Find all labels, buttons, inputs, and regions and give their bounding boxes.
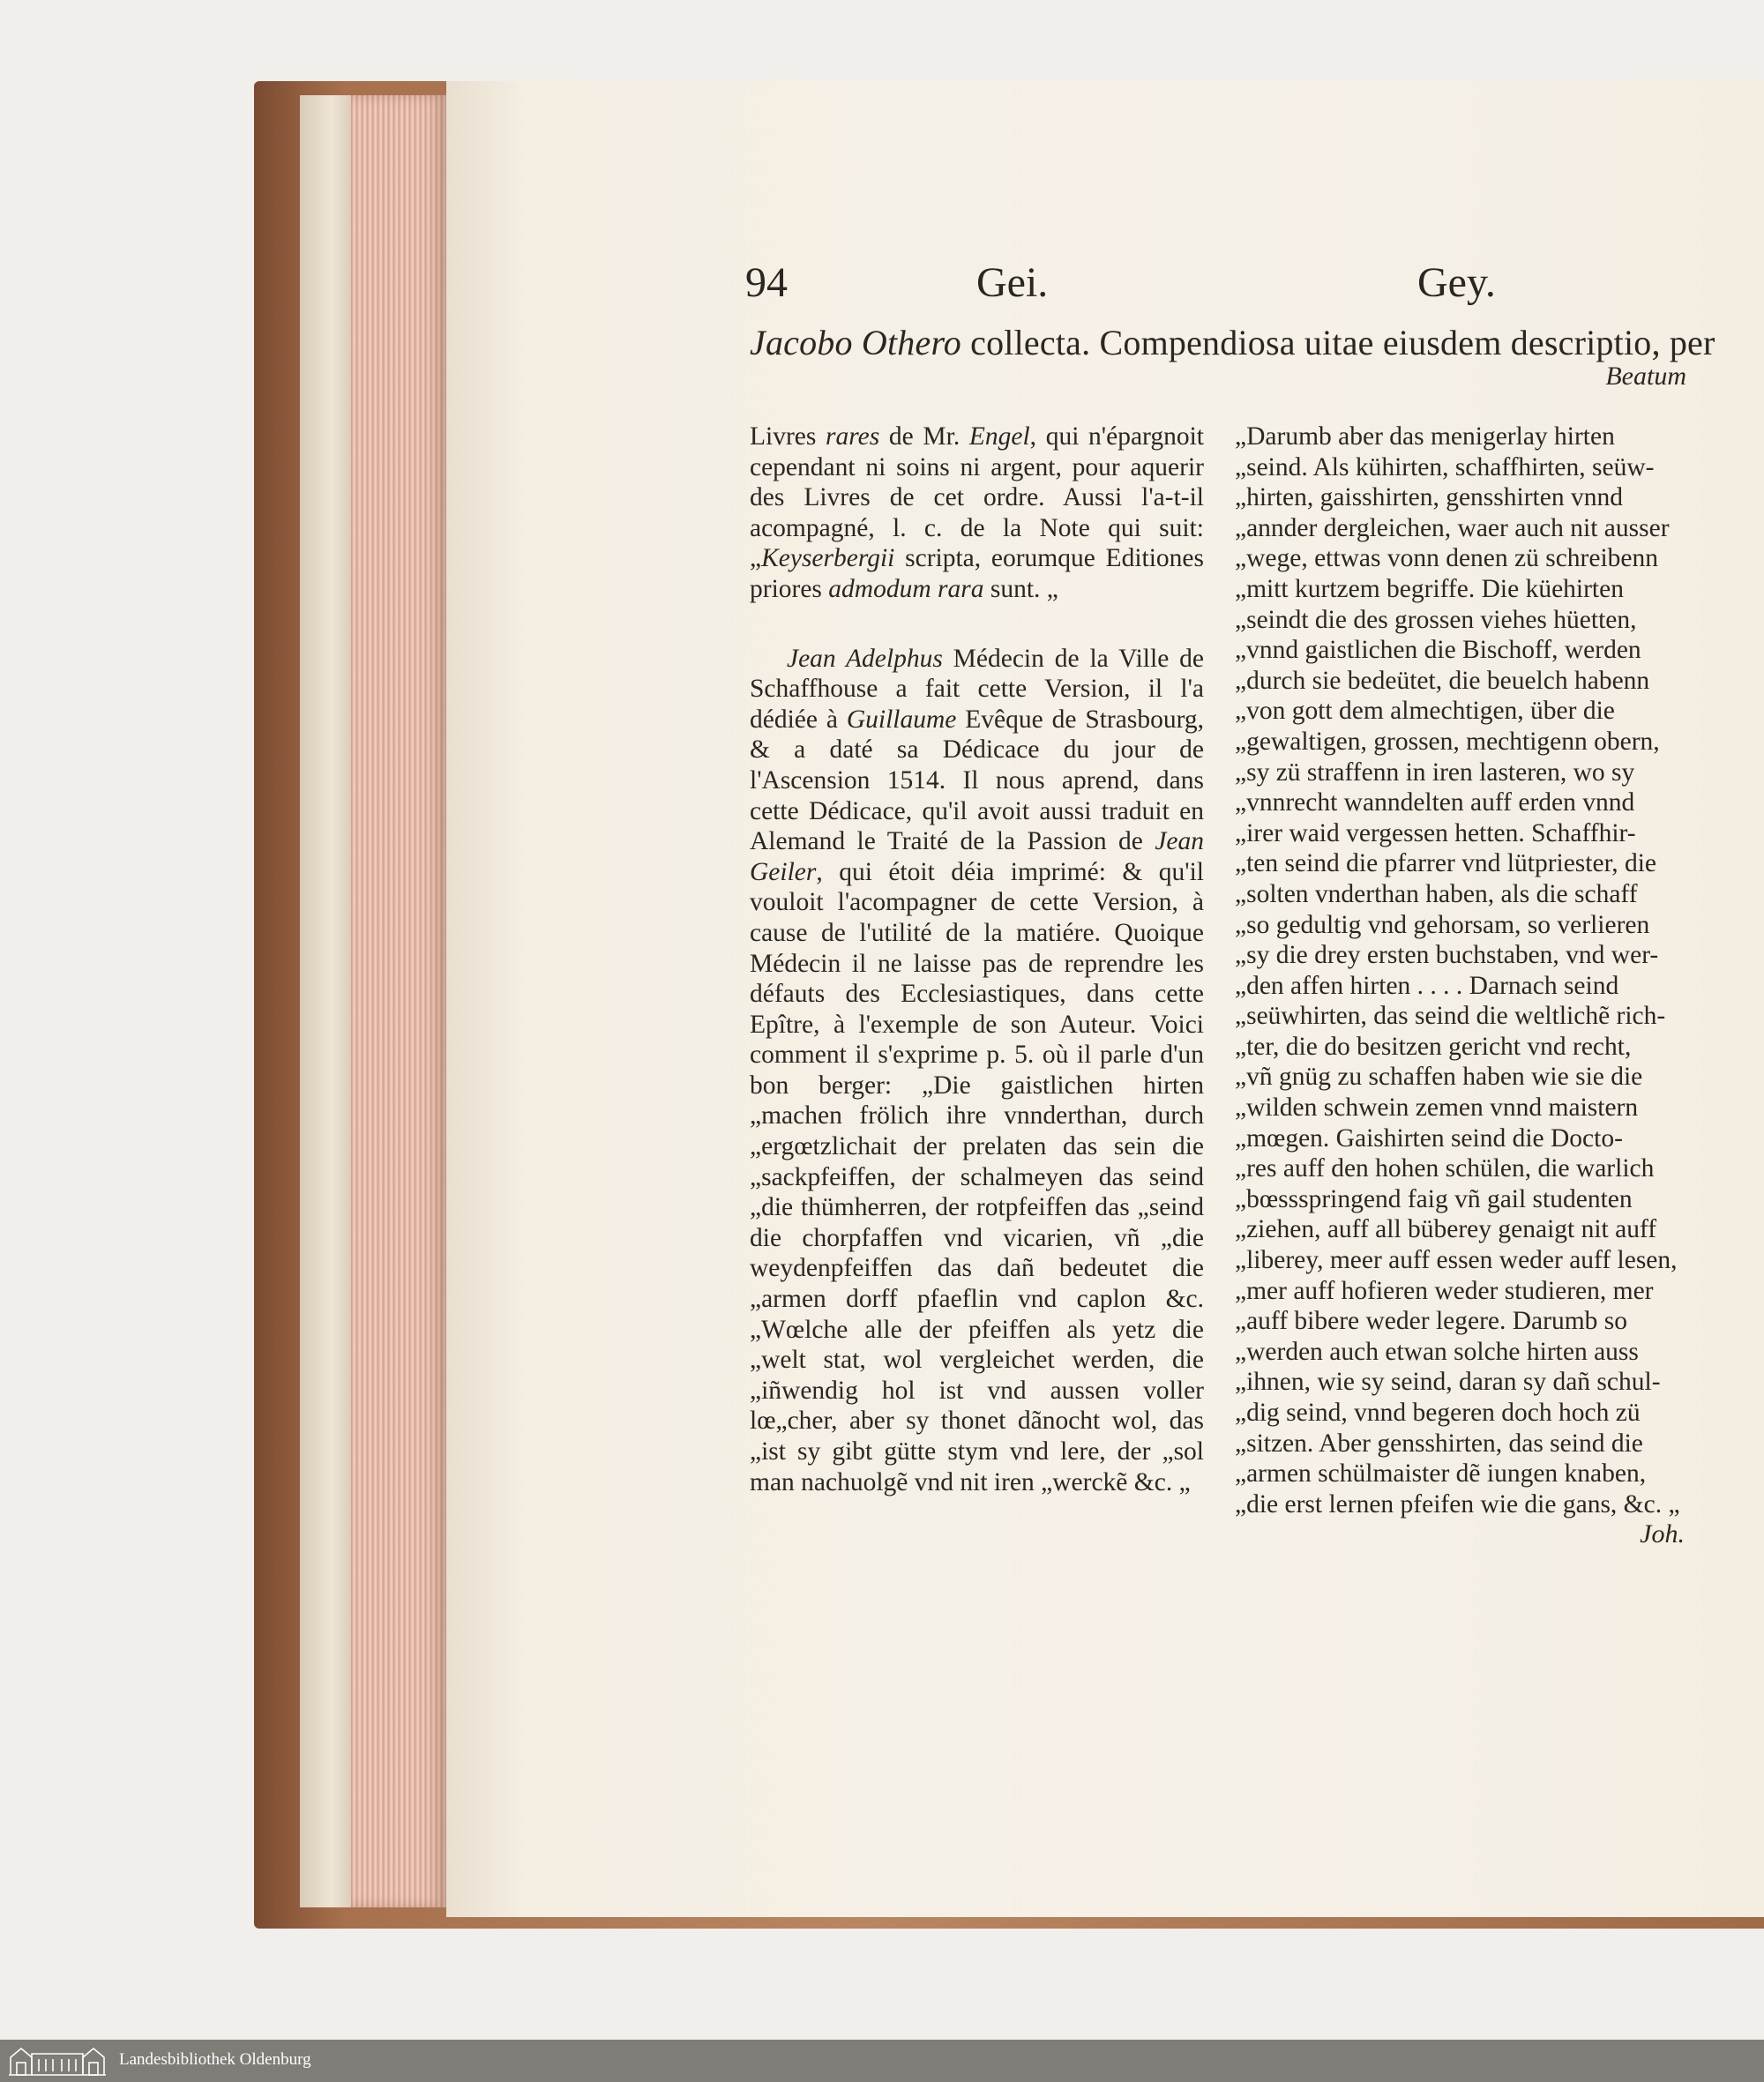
- italic-run: rares: [826, 422, 880, 451]
- column-line: „liberey, meer auff essen weder auff lesen,: [1235, 1246, 1678, 1275]
- column-line: „sitzen. Aber gensshirten, das seind die: [1235, 1429, 1643, 1458]
- column-line: „durch sie bedeütet, die beuelch habenn: [1235, 666, 1650, 695]
- text-run: Livres: [750, 422, 826, 451]
- column-line: „vnnd gaistlichen die Bischoff, werden: [1235, 636, 1641, 665]
- left-column: [750, 422, 1204, 1497]
- column-line: „armen schülmaister dẽ iungen knaben,: [1235, 1459, 1647, 1489]
- column-line: „sy zü straffenn in iren lasteren, wo sy: [1235, 757, 1635, 787]
- column-line: „seüwhirten, das seind die weltlichẽ rich-: [1235, 1002, 1666, 1031]
- title-text: collecta. Compendiosa uitae eiusdem descriptio, per: [960, 323, 1715, 362]
- column-line: „von gott dem almechtigen, über die: [1235, 697, 1615, 726]
- footer-bar: [0, 2040, 1764, 2082]
- column-line: „mer auff hofieren weder studieren, mer: [1235, 1276, 1654, 1305]
- paragraph-2: [750, 644, 1204, 1498]
- paragraph-1: [750, 422, 1204, 605]
- column-line: „sy die drey ersten buchstaben, vnd wer-: [1235, 941, 1659, 970]
- column-line: „vñ gnüg zu schaffen haben wie sie die: [1235, 1063, 1643, 1092]
- text-run: Evêque de Strasbourg, & a daté sa Dédicace du jour de l'Ascension 1514. Il nous aprend, dans cette Dédicace, qu'il avoit aussi traduit en Alemand le Traité de la Passion de: [750, 705, 1205, 856]
- column-line: „seindt die des grossen viehes hüetten,: [1235, 605, 1637, 634]
- right-column: [1235, 422, 1686, 1519]
- running-head-left: Gei.: [976, 259, 1049, 306]
- column-line: „werden auch etwan solche hirten auss: [1235, 1337, 1639, 1366]
- text-run: , qui n'épargnoit cependant ni soins ni argent, pour aquerir des Livres de cet ordre. Aussi l'a-t-il acompagné, l. c. de la Note qui suit: „: [750, 422, 1204, 573]
- column-line: „bœssspringend faig vñ gail studenten: [1235, 1184, 1633, 1213]
- title-line: [750, 322, 1715, 363]
- column-line: „mœgen. Gaishirten seind die Docto-: [1235, 1123, 1623, 1153]
- column-line: „irer waid vergessen hetten. Schaffhir-: [1235, 818, 1636, 847]
- library-building-icon: [9, 2045, 106, 2077]
- italic-run: Engel: [968, 422, 1030, 451]
- column-line: „dig seind, vnnd begeren doch hoch zü: [1235, 1399, 1641, 1427]
- text-run: sunt. „: [983, 574, 1058, 603]
- text-run: , qui étoit déia imprimé: & qu'il vouloit l'acompagner de cette Version, à cause de l'utilité de la matiére. Quoique Médecin il ne laisse pas de reprendre les défauts des Ecclesiastiques, dans cette Epître, à l'exemple de son Auteur. Voici comment il s'exprime p. 5. où il parle d'un bon berger: „Die gaistlichen hirten „machen frölich ihre vnnderthan, durch „ergœtzlichait der prelaten das sein die „sackpfeiffen, der schalmeyen das seind „die thümherren, der rotpfeiffen das „seind die chorpfaffen vnd vicarien, vñ „die weydenpfeiffen das dañ bedeutet die „armen dorff pfaeflin vnd caplon &c. „Wœlche alle der pfeiffen als yetz die „welt stat, wol vergleichet werden, die „iñwendig hol ist vnd aussen voller lœ„cher, aber sy thonet dãnocht wol, das „ist sy gibt gütte stym vnd lere, der „sol man nachuolgẽ vnd nit iren „werckẽ &c. „: [750, 857, 1204, 1496]
- italic-run: Guillaume: [846, 705, 957, 734]
- page-edges: [351, 95, 446, 1907]
- text-run: scripta, eorumque Editiones priores: [750, 544, 1204, 603]
- running-head-right: Gey.: [1417, 259, 1496, 306]
- column-line: „so gedultig vnd gehorsam, so verlieren: [1235, 910, 1650, 939]
- page-number: 94: [745, 259, 788, 306]
- column-line: „die erst lernen pfeifen wie die gans, &c. „: [1235, 1489, 1680, 1519]
- column-line: „seind. Als kühirten, schaffhirten, seüw-: [1235, 452, 1655, 481]
- column-line: „ten seind die pfarrer vnd lütpriester, die: [1235, 849, 1657, 878]
- catchword-bottom: Joh.: [1640, 1519, 1685, 1548]
- column-line: „wege, ettwas vonn denen zü schreibenn: [1235, 544, 1659, 573]
- column-line: „gewaltigen, grossen, mechtigenn obern,: [1235, 727, 1660, 756]
- column-line: „ziehen, auff all büberey genaigt nit auff: [1235, 1215, 1657, 1244]
- catchword-top: Beatum: [1605, 362, 1686, 391]
- column-line: „hirten, gaisshirten, gensshirten vnnd: [1235, 483, 1623, 512]
- text-run: de Mr.: [879, 422, 969, 451]
- column-line: „auff bibere weder legere. Darumb so: [1235, 1307, 1628, 1336]
- column-line: „wilden schwein zemen vnnd maistern: [1235, 1093, 1639, 1123]
- column-line: „annder dergleichen, waer auch nit ausser: [1235, 513, 1670, 542]
- italic-run: Jean Geiler: [750, 827, 1204, 886]
- paragraph-gap: [750, 605, 1204, 644]
- library-name: Landesbibliothek Oldenburg: [119, 2050, 311, 2069]
- column-line: „ter, die do besitzen gericht vnd recht,: [1235, 1032, 1632, 1061]
- text-run: Médecin de la Ville de Schaffhouse a fait cette Version, il l'a dédiée à: [750, 644, 1204, 734]
- column-line: „mitt kurtzem begriffe. Die küehirten: [1235, 574, 1624, 603]
- column-line: „res auff den hohen schülen, die warlich: [1235, 1154, 1655, 1183]
- italic-run: Keyserbergii: [761, 544, 895, 573]
- binding-strip: [300, 95, 353, 1907]
- column-line: „solten vnderthan haben, als die schaff: [1235, 879, 1638, 908]
- italic-run: admodum rara: [828, 574, 984, 603]
- column-line: „den affen hirten . . . . Darnach seind: [1235, 971, 1619, 1000]
- running-header: [745, 258, 1686, 311]
- column-line: „ihnen, wie sy seind, daran sy dañ schul-: [1235, 1368, 1661, 1397]
- column-line: „Darumb aber das menigerlay hirten: [1235, 422, 1615, 451]
- italic-run: Jean Adelphus: [787, 644, 943, 673]
- column-line: „vnnrecht wanndelten auff erden vnnd: [1235, 788, 1635, 817]
- title-name: Jacobo Othero: [750, 323, 961, 362]
